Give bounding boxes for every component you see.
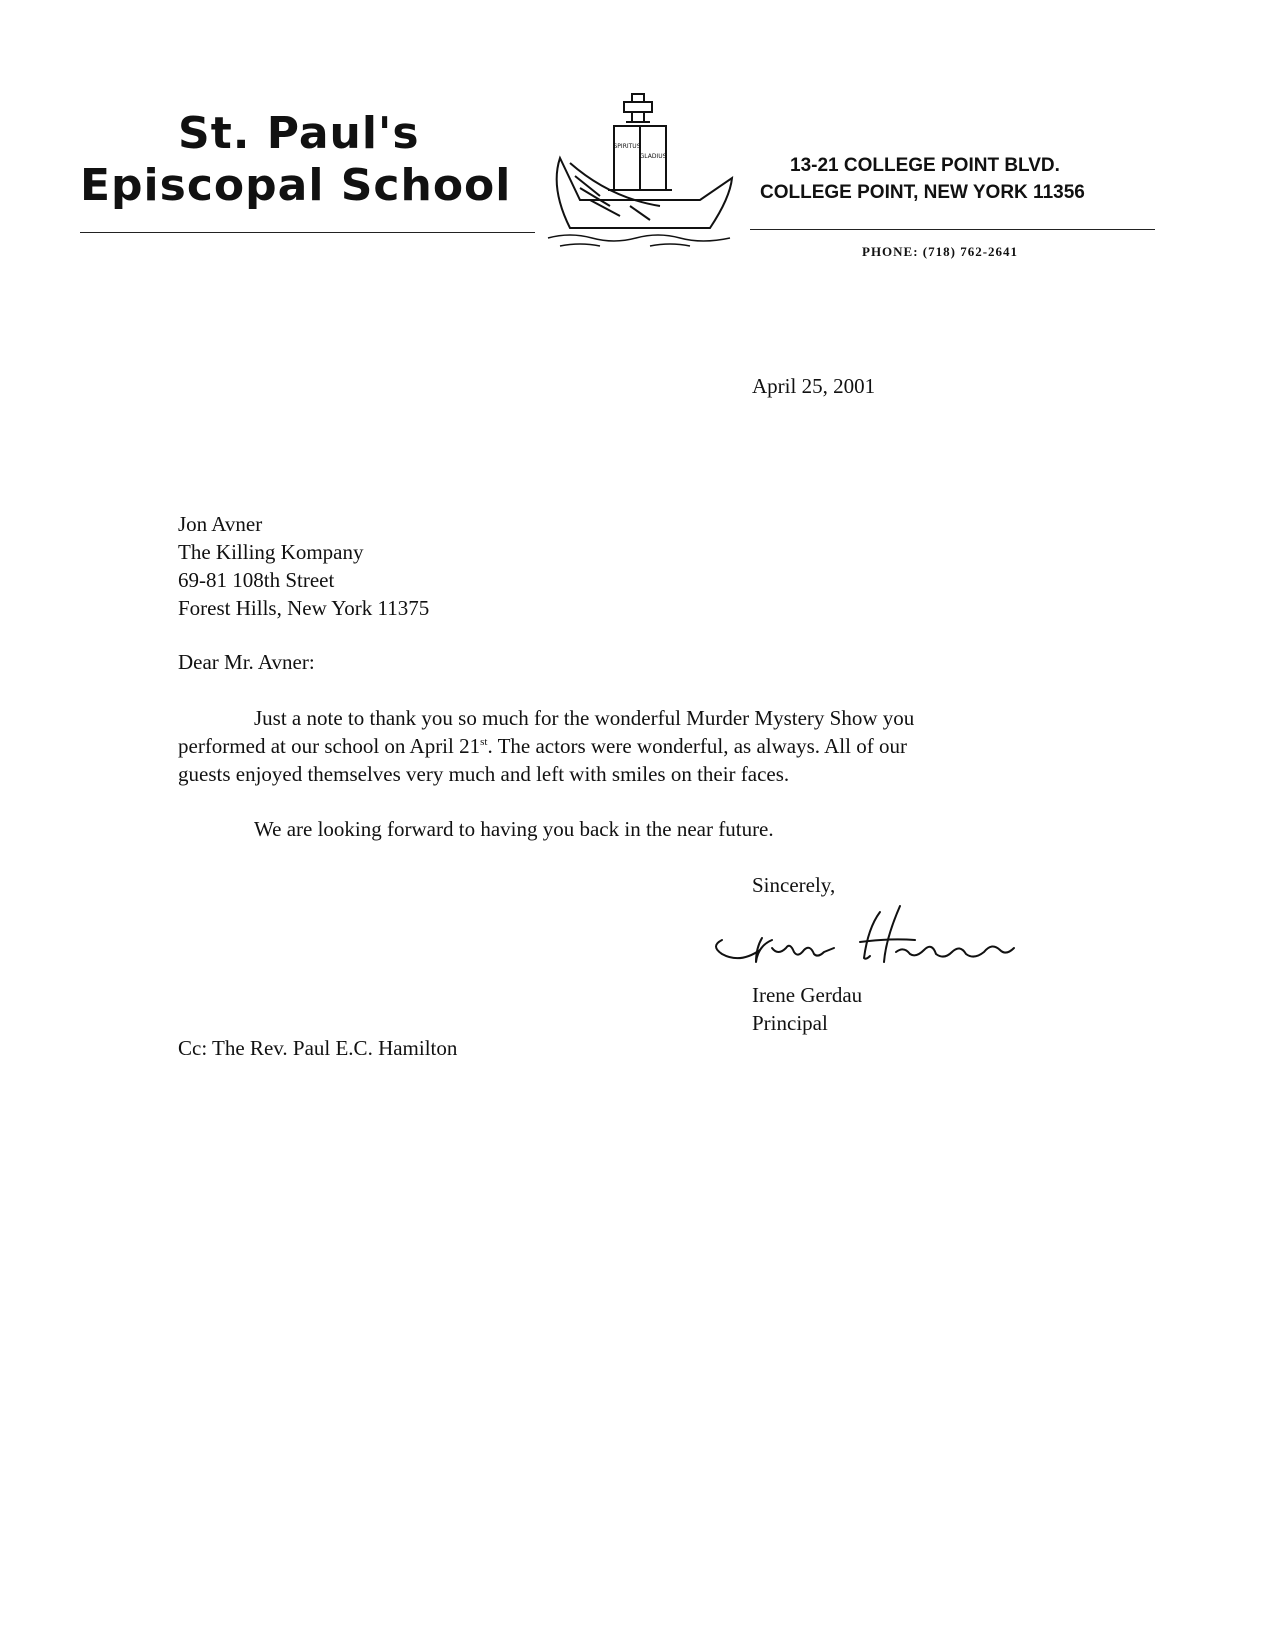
paragraph1-line2-text: performed at our school on April 21 bbox=[178, 734, 481, 758]
recipient-company: The Killing Kompany bbox=[178, 540, 364, 564]
paragraph1-line2-rest: . The actors were wonderful, as always. All of our bbox=[487, 734, 907, 758]
seal-book-text-left: SPIRITUS bbox=[613, 143, 641, 150]
salutation: Dear Mr. Avner: bbox=[178, 650, 315, 674]
recipient-street: 69-81 108th Street bbox=[178, 568, 335, 592]
letter-date: April 25, 2001 bbox=[752, 374, 876, 398]
letterhead-rule-left bbox=[80, 232, 535, 233]
closing: Sincerely, bbox=[752, 873, 836, 897]
seal-book-text-right: GLADIUS bbox=[639, 153, 667, 160]
address-line2: COLLEGE POINT, NEW YORK 11356 bbox=[760, 182, 1085, 203]
recipient-city: Forest Hills, New York 11375 bbox=[178, 596, 430, 620]
letterhead-rule-right bbox=[750, 229, 1155, 230]
paragraph1-line3: guests enjoyed themselves very much and left with smiles on their faces. bbox=[178, 762, 790, 786]
handwritten-signature bbox=[700, 898, 1040, 978]
phone-number: PHONE: (718) 762-2641 bbox=[862, 244, 1019, 259]
paragraph1-line1: Just a note to thank you so much for the wonderful Murder Mystery Show you bbox=[254, 706, 915, 730]
signer-name: Irene Gerdau bbox=[752, 983, 863, 1007]
recipient-name: Jon Avner bbox=[178, 512, 263, 536]
paragraph1-line2 bbox=[178, 732, 914, 760]
signer-title: Principal bbox=[752, 1011, 828, 1035]
school-name-line2: Episcopal School bbox=[80, 160, 512, 211]
address-line1: 13-21 COLLEGE POINT BLVD. bbox=[790, 155, 1060, 176]
cc-line: Cc: The Rev. Paul E.C. Hamilton bbox=[178, 1036, 458, 1060]
recipient-address-block bbox=[178, 510, 429, 622]
signer-block bbox=[752, 981, 862, 1037]
school-name-line1: St. Paul's bbox=[178, 108, 420, 159]
body-paragraph-1 bbox=[178, 704, 914, 788]
school-seal-logo bbox=[540, 88, 740, 250]
ordinal-suffix: st bbox=[480, 736, 488, 748]
body-paragraph-2: We are looking forward to having you back in the near future. bbox=[254, 817, 774, 841]
